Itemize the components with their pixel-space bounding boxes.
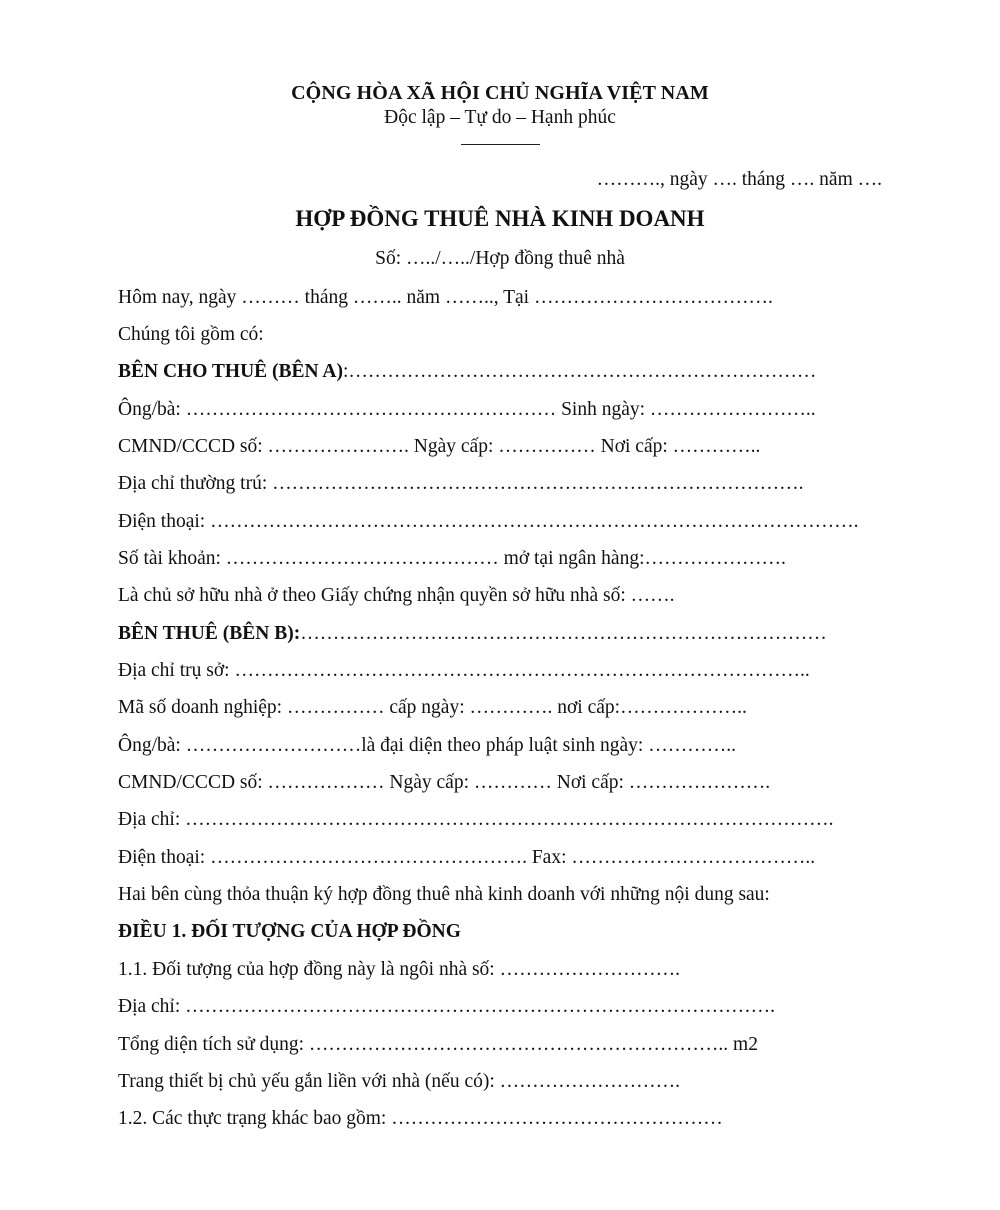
party-a-address-line: Địa chỉ thường trú: ………………………………………………………………………. (118, 473, 804, 494)
party-a-heading-label: BÊN CHO THUÊ (BÊN A) (118, 361, 344, 382)
article-1-equipment-line: Trang thiết bị chủ yếu gắn liền với nhà (nếu có): ………………………. (118, 1071, 681, 1092)
party-a-phone-line: Điện thoại: ………………………………………………………………………………………. (118, 511, 859, 532)
party-b-tax-code-line: Mã số doanh nghiệp: …………… cấp ngày: …………. nơi cấp:……………….. (118, 697, 747, 718)
agreement-line: Hai bên cùng thỏa thuận ký hợp đồng thuê nhà kinh doanh với những nội dung sau: (118, 884, 770, 905)
party-b-phone-fax-line: Điện thoại: …………………………………………. Fax: ……………………………….. (118, 847, 816, 868)
party-b-heading-blank: ……………………………………………………………………… (300, 623, 827, 644)
article-1-address-line: Địa chỉ: ………………………………………………………………………………. (118, 996, 776, 1017)
party-b-heading (118, 622, 827, 646)
party-a-name-line: Ông/bà: ………………………………………………… Sinh ngày: …………………….. (118, 399, 816, 420)
national-motto: Độc lập – Tự do – Hạnh phúc (384, 107, 616, 128)
article-1-item-1-2: 1.2. Các thực trạng khác bao gồm: …………………………………………… (118, 1108, 723, 1129)
article-1-item-1-1: 1.1. Đối tượng của hợp đồng này là ngôi nhà số: ………………………. (118, 959, 680, 980)
party-a-owner-line: Là chủ sở hữu nhà ở theo Giấy chứng nhận quyền sở hữu nhà số: ……. (118, 585, 675, 606)
party-a-id-line: CMND/CCCD số: …………………. Ngày cấp: …………… Nơi cấp: ………….. (118, 436, 761, 457)
national-title: CỘNG HÒA XÃ HỘI CHỦ NGHĨA VIỆT NAM (291, 82, 709, 104)
party-b-address-line: Địa chỉ: ………………………………………………………………………………………. (118, 809, 834, 830)
party-b-id-line: CMND/CCCD số: ……………… Ngày cấp: ………… Nơi cấp: …………………. (118, 772, 771, 793)
party-b-representative-line: Ông/bà: ………………………là đại diện theo pháp luật sinh ngày: ………….. (118, 735, 736, 756)
place-date-line: ………., ngày …. tháng …. năm …. (596, 169, 882, 190)
party-a-heading (118, 360, 816, 384)
party-a-account-line: Số tài khoản: …………………………………… mở tại ngân hàng:…………………. (118, 548, 786, 569)
parties-intro: Chúng tôi gồm có: (118, 324, 264, 345)
today-line: Hôm nay, ngày ……… tháng …….. năm …….., Tại ………………………………. (118, 287, 773, 308)
header-divider (461, 144, 540, 145)
party-b-heading-label: BÊN THUÊ (BÊN B): (118, 623, 301, 644)
document-title: HỢP ĐỒNG THUÊ NHÀ KINH DOANH (295, 206, 705, 231)
article-1-heading: ĐIỀU 1. ĐỐI TƯỢNG CỦA HỢP ĐỒNG (118, 921, 461, 942)
party-b-office-line: Địa chỉ trụ sở: …………………………………………………………………………….. (118, 660, 810, 681)
article-1-area-line: Tổng diện tích sử dụng: ……………………………………………………….. m2 (118, 1034, 758, 1055)
contract-number: Số: …../…../Hợp đồng thuê nhà (375, 248, 625, 269)
party-a-heading-blank: :……………………………………………………………… (343, 361, 817, 382)
